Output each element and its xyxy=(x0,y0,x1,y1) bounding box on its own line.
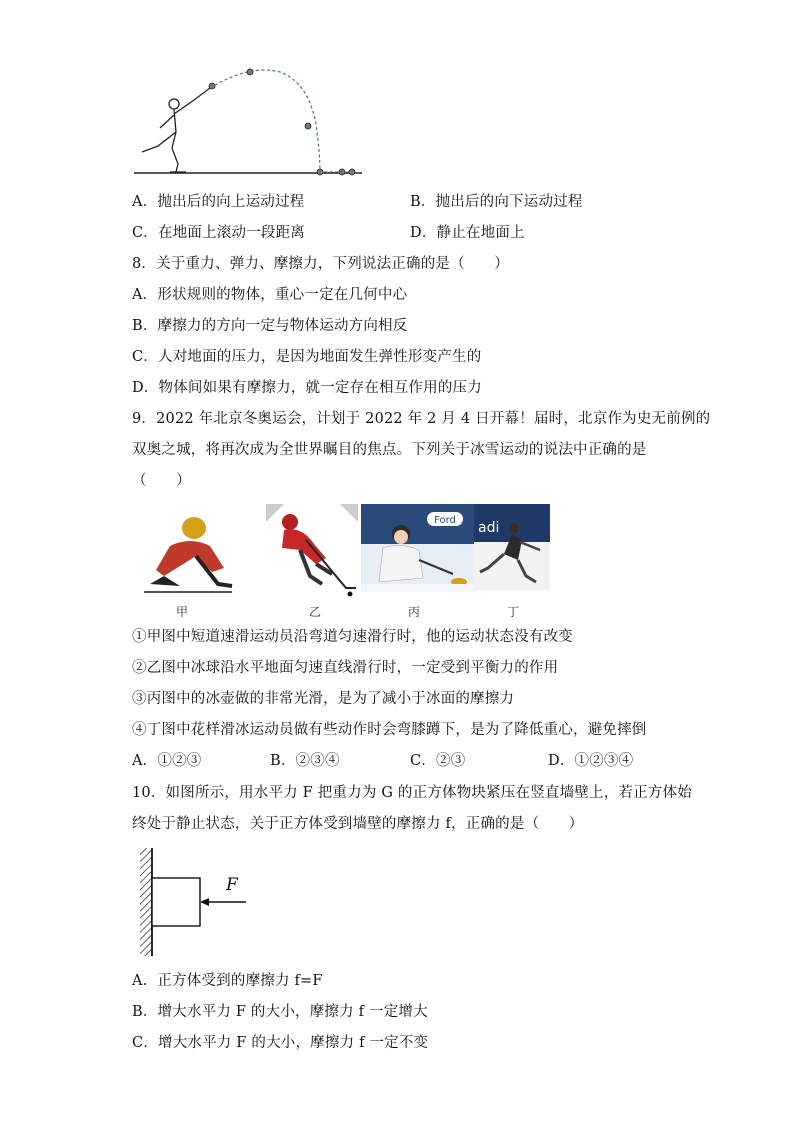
q10-stem-line2: 终处于静止状态，关于正方体受到墙壁的摩擦力 f，正确的是（ ） xyxy=(132,816,584,832)
wall-hatching xyxy=(140,848,152,956)
caption-bing: 丙 xyxy=(408,605,421,619)
force-label: F xyxy=(226,875,238,895)
q9-option-d: D．①②③④ xyxy=(548,753,634,769)
sponsor-adi-text: adi xyxy=(478,520,500,536)
thrower-figure xyxy=(142,88,210,172)
curling-player-photo xyxy=(361,504,477,592)
figure-skater-photo xyxy=(474,504,550,590)
ball-position xyxy=(247,69,253,75)
caption-jia: 甲 xyxy=(176,605,189,619)
q9-option-a: A．①②③ xyxy=(132,753,202,769)
q7-option-a: A．抛出后的向上运动过程 xyxy=(132,194,305,210)
q8-option-c: C．人对地面的压力，是因为地面发生弹性形变产生的 xyxy=(132,349,482,365)
ball-position xyxy=(305,123,311,129)
q9-stem-line1: 9．2022 年北京冬奥运会，计划于 2022 年 2 月 4 日开幕！届时，北京作为史无前例的 xyxy=(132,411,711,427)
q10-option-a: A．正方体受到的摩擦力 f=F xyxy=(132,973,323,989)
sponsor-ford-text: Ford xyxy=(434,515,456,526)
q7-option-b: B．抛出后的向下运动过程 xyxy=(410,194,583,210)
trajectory-path xyxy=(210,70,352,172)
q9-option-b: B．②③④ xyxy=(270,753,340,769)
caption-yi: 乙 xyxy=(309,605,322,619)
ball-position xyxy=(349,169,355,175)
q9-statement-3: ③丙图中的冰壶做的非常光滑，是为了减小于冰面的摩擦力 xyxy=(132,691,515,707)
wall-block-figure xyxy=(134,846,254,958)
q8-option-b: B．摩擦力的方向一定与物体运动方向相反 xyxy=(132,318,408,334)
q7-option-c: C．在地面上滚动一段距离 xyxy=(132,225,305,241)
q9-statement-4: ④丁图中花样滑冰运动员做有些动作时会弯膝蹲下，是为了降低重心，避免摔倒 xyxy=(132,722,647,738)
cube-block xyxy=(152,878,200,926)
q9-stem-line3: （ ） xyxy=(132,473,191,489)
q9-stem-line2: 双奥之城，将再次成为全世界瞩目的焦点。下列关于冰雪运动的说法中正确的是 xyxy=(132,442,647,458)
q8-option-a: A．形状规则的物体，重心一定在几何中心 xyxy=(132,287,408,303)
hockey-player-photo xyxy=(266,504,358,598)
q8-stem: 8．关于重力、弹力、摩擦力，下列说法正确的是（ ） xyxy=(132,256,509,272)
ball-position xyxy=(339,169,345,175)
throw-trajectory-figure xyxy=(130,62,370,180)
ball-position xyxy=(317,169,323,175)
q10-stem-line1: 10．如图所示，用水平力 F 把重力为 G 的正方体物块紧压在竖直墙壁上，若正方体始 xyxy=(132,785,692,801)
q9-statement-1: ①甲图中短道速滑运动员沿弯道匀速滑行时，他的运动状态没有改变 xyxy=(132,629,573,645)
q10-option-b: B．增大水平力 F 的大小，摩擦力 f 一定增大 xyxy=(132,1004,428,1020)
q7-option-d: D．静止在地面上 xyxy=(410,225,525,241)
q10-option-c: C．增大水平力 F 的大小，摩擦力 f 一定不变 xyxy=(132,1035,429,1051)
speed-skater-photo xyxy=(140,506,236,598)
q9-option-c: C．②③ xyxy=(410,753,466,769)
force-arrowhead xyxy=(200,898,209,906)
caption-ding: 丁 xyxy=(507,605,520,619)
q8-option-d: D．物体间如果有摩擦力，就一定存在相互作用的压力 xyxy=(132,380,482,396)
q9-statement-2: ②乙图中冰球沿水平地面匀速直线滑行时，一定受到平衡力的作用 xyxy=(132,660,559,676)
